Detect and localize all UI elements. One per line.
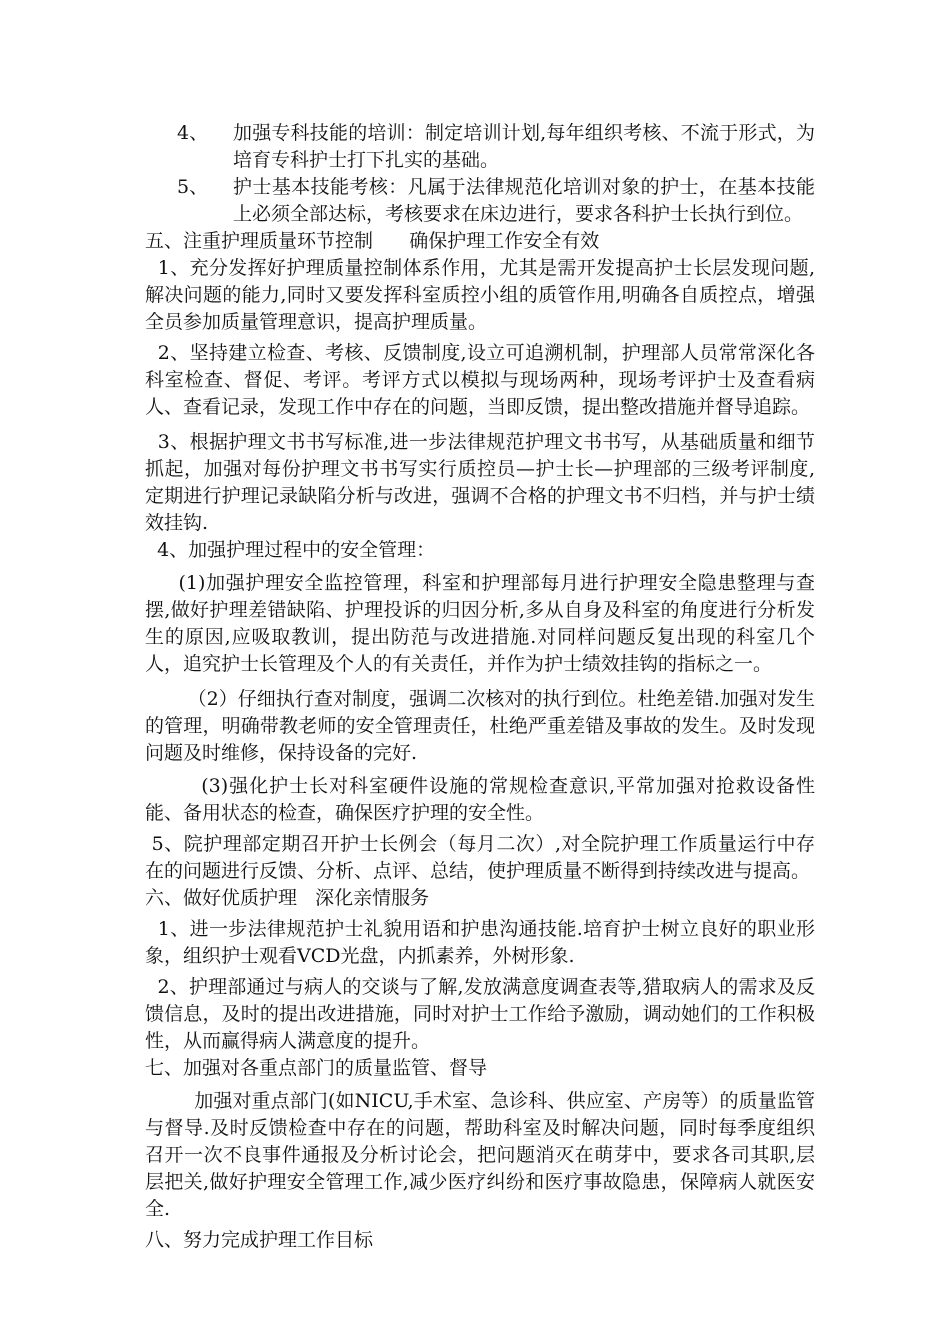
paragraph: (3)强化护士长对科室硬件设施的常规检查意识,平常加强对抢救设备性能、备用状态的检查，确保医疗护理的安全性。 [145,775,815,824]
paragraph: 1、进一步法律规范护士礼貌用语和护患沟通技能.培育护士树立良好的职业形象，组织护士观看VCD光盘，内抓素养，外树形象. [145,918,815,967]
section-heading-8: 八、努力完成护理工作目标 [145,1229,374,1251]
paragraph: 1、充分发挥好护理质量控制体系作用，尤其是需开发提高护士长层发现问题,解决问题的能力,同时又要发挥科室质控小组的质管作用,明确各自质控点，增强全员参加质量管理意识，提高护理质量。 [145,257,815,333]
paragraph: （2）仔细执行查对制度，强调二次核对的执行到位。杜绝差错.加强对发生的管理，明确带教老师的安全管理责任，杜绝严重差错及事故的发生。及时发现问题及时维修，保持设备的完好. [145,688,815,764]
paragraph: (1)加强护理安全监控管理，科室和护理部每月进行护理安全隐患整理与查摆,做好护理差错缺陷、护理投诉的归因分析,多从自身及科室的角度进行分析发生的原因,应吸取教训，提出防范与改进措施.对同样问题反复出现的科室几个人，追究护士长管理及个人的有关责任，并作为护士绩效挂钩的指标之一。 [145,572,815,675]
list-item-4 [145,120,815,174]
list-item-number: 4、 [177,122,209,144]
paragraph: 2、坚持建立检查、考核、反馈制度,设立可追溯机制，护理部人员常常深化各科室检查、督促、考评。考评方式以模拟与现场两种，现场考评护士及查看病人、查看记录，发现工作中存在的问题，当即反馈，提出整改措施并督导追踪。 [145,342,815,418]
paragraph: 5、院护理部定期召开护士长例会（每月二次）,对全院护理工作质量运行中存在的问题进行反馈、分析、点评、总结，使护理质量不断得到持续改进与提高。 [145,833,815,882]
list-item-number: 5、 [177,176,209,198]
list-item-text: 护士基本技能考核：凡属于法律规范化培训对象的护士，在基本技能上必须全部达标，考核要求在床边进行，要求各科护士长执行到位。 [233,176,815,225]
document-body [145,120,815,1254]
section-heading-7: 七、加强对各重点部门的质量监管、督导 [145,1057,488,1079]
list-item-5 [145,174,815,228]
paragraph: 3、根据护理文书书写标准,进一步法律规范护理文书书写，从基础质量和细节抓起，加强对每份护理文书书写实行质控员—护士长—护理部的三级考评制度,定期进行护理记录缺陷分析与改进，强调不合格的护理文书不归档，并与护士绩效挂钩. [145,431,815,534]
paragraph: 4、加强护理过程中的安全管理： [145,539,436,561]
paragraph: 加强对重点部门(如NICU,手术室、急诊科、供应室、产房等）的质量监管与督导.及时反馈检查中存在的问题，帮助科室及时解决问题，同时每季度组织召开一次不良事件通报及分析讨论会，把问题消灭在萌芽中，要求各司其职,层层把关,做好护理安全管理工作,减少医疗纠纷和医疗事故隐患，保障病人就医安全. [145,1090,815,1220]
list-item-text: 加强专科技能的培训：制定培训计划,每年组织考核、不流于形式，为培育专科护士打下扎实的基础。 [233,122,815,171]
section-heading-5: 五、注重护理质量环节控制 确保护理工作安全有效 [145,230,600,252]
paragraph: 2、护理部通过与病人的交谈与了解,发放满意度调查表等,猎取病人的需求及反馈信息，及时的提出改进措施，同时对护士工作给予激励，调动她们的工作积极性，从而赢得病人满意度的提升。 [145,976,815,1052]
section-heading-6: 六、做好优质护理 深化亲情服务 [145,887,430,909]
